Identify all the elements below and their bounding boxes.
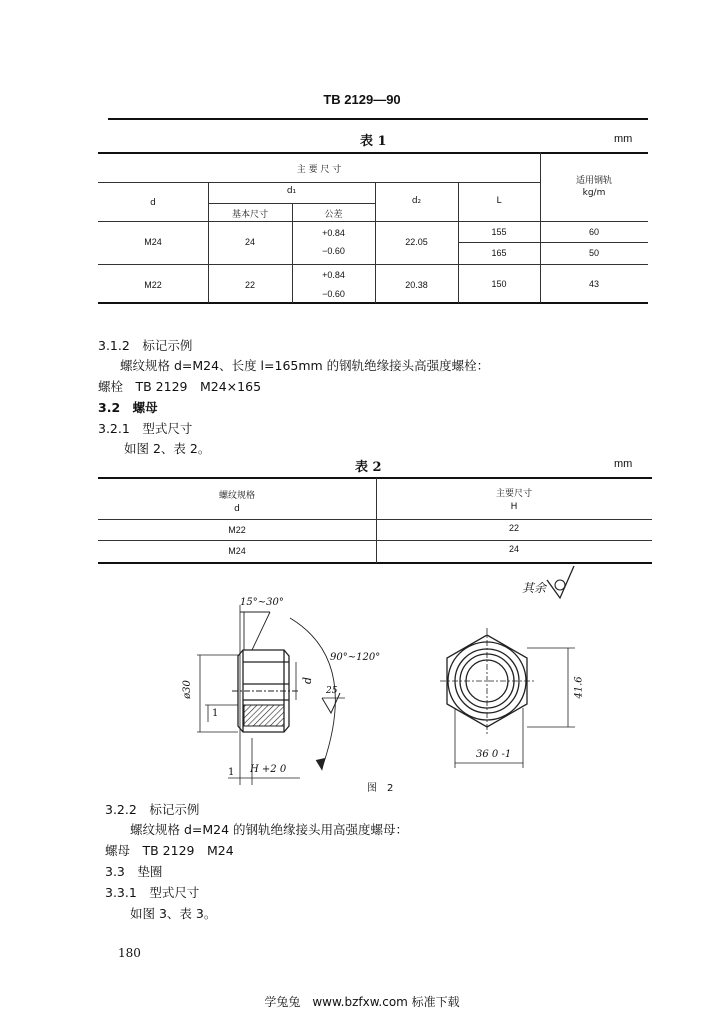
col-d1-header: d₁: [286, 186, 297, 196]
standard-number: TB 2129—90: [323, 92, 401, 107]
table-cell: +0.84: [322, 228, 345, 238]
col-d-header: d: [150, 198, 156, 208]
roughness-label: 25: [326, 686, 338, 696]
rest-label: 其余: [522, 581, 547, 595]
table-cell: 43: [588, 279, 599, 289]
section-3-2-1-desc: 如图 2、表 2。: [124, 441, 211, 456]
table-cell: −0.60: [322, 246, 345, 256]
roughness-symbol: [322, 693, 340, 713]
table-cell: M22: [144, 280, 162, 290]
rest-roughness-circle: [555, 580, 565, 590]
dia-label: ø30: [181, 680, 193, 699]
nut-mark: 螺母 TB 2129 M24: [105, 843, 234, 858]
table-cell: M22: [228, 525, 246, 535]
col-L-header: L: [496, 196, 502, 206]
section-number: 3.3.1: [105, 885, 137, 900]
table1-unit: mm: [614, 133, 633, 145]
section-3-3: [105, 862, 162, 880]
table-cell: M24: [228, 546, 246, 556]
section-3-2-2: [105, 800, 199, 818]
rest-roughness-symbol: [547, 566, 574, 598]
chamfer-label: 15°~30°: [240, 597, 284, 608]
section-title: 型式尺寸: [149, 885, 200, 900]
table-cell: 150: [491, 279, 507, 289]
section-3-2-2-desc: 螺纹规格 d=M24 的钢轨绝缘接头用高强度螺母：: [130, 822, 409, 837]
table-cell: −0.60: [322, 289, 345, 299]
table-cell: 165: [491, 248, 507, 258]
table-cell: M24: [144, 237, 162, 247]
table-cell: +0.84: [322, 270, 345, 280]
table2-unit: mm: [614, 458, 633, 470]
nut-hatch-section: [244, 705, 284, 726]
section-title: 标记示例: [142, 338, 193, 353]
footer-watermark: 学兔兔 www.bzfxw.com 标准下载: [264, 995, 460, 1009]
col-spec-header: 螺纹规格: [218, 491, 255, 501]
table-cell: 50: [588, 248, 599, 258]
one-label-a: 1: [212, 708, 219, 719]
section-3-1-2-desc: 螺纹规格 d=M24、长度 l=165mm 的钢轨绝缘接头高强度螺栓：: [120, 358, 490, 373]
across-flats-label: 36 0 -1: [476, 749, 512, 760]
angle-arc-arrow: [316, 758, 325, 770]
section-3-3-1: [105, 883, 199, 901]
table-cell: 60: [588, 227, 599, 237]
one-label-b: 1: [228, 767, 235, 778]
section-number: 3.2.2: [105, 802, 137, 817]
col-main-sub: H: [510, 502, 518, 512]
section-number: 3.2: [98, 400, 121, 415]
main-dims-header: 主 要 尺 寸: [296, 165, 342, 175]
table1-caption: 表 1: [360, 134, 387, 149]
table-cell: 155: [491, 227, 507, 237]
col-rail-unit: kg/m: [582, 188, 606, 198]
section-title: 型式尺寸: [142, 421, 193, 436]
col-d2-header: d₂: [411, 196, 422, 206]
col-basic-header: 基本尺寸: [231, 210, 268, 220]
section-number: 3.2.1: [98, 421, 130, 436]
col-tol-header: 公差: [324, 210, 343, 220]
section-title: 标记示例: [149, 802, 200, 817]
table-cell: 22.05: [405, 237, 428, 247]
across-corners-label: 41.6: [573, 676, 585, 699]
chamfer-leader: [252, 612, 270, 650]
section-number: 3.1.2: [98, 338, 130, 353]
page-number: 180: [118, 946, 141, 960]
table-cell: 24: [508, 544, 519, 554]
angle-label: 90°~120°: [330, 652, 381, 663]
H-label: H +2 0: [250, 764, 287, 775]
col-rail-header: 适用钢轨: [575, 176, 612, 186]
table-cell: 22: [244, 280, 255, 290]
d-label: d: [301, 676, 315, 685]
section-number: 3.3: [105, 864, 125, 879]
section-3-3-1-desc: 如图 3、表 3。: [130, 906, 217, 921]
table2-caption: 表 2: [355, 460, 382, 475]
section-title: 垫圈: [137, 864, 163, 879]
bolt-mark: 螺栓 TB 2129 M24×165: [98, 379, 262, 394]
table-cell: 24: [244, 237, 255, 247]
table-cell: 20.38: [405, 280, 428, 290]
col-spec-sub: d: [234, 504, 240, 514]
section-title: 螺母: [132, 400, 158, 415]
figure-caption: 图 2: [367, 783, 394, 794]
col-main-header: 主要尺寸: [495, 489, 532, 499]
table-cell: 22: [508, 523, 519, 533]
